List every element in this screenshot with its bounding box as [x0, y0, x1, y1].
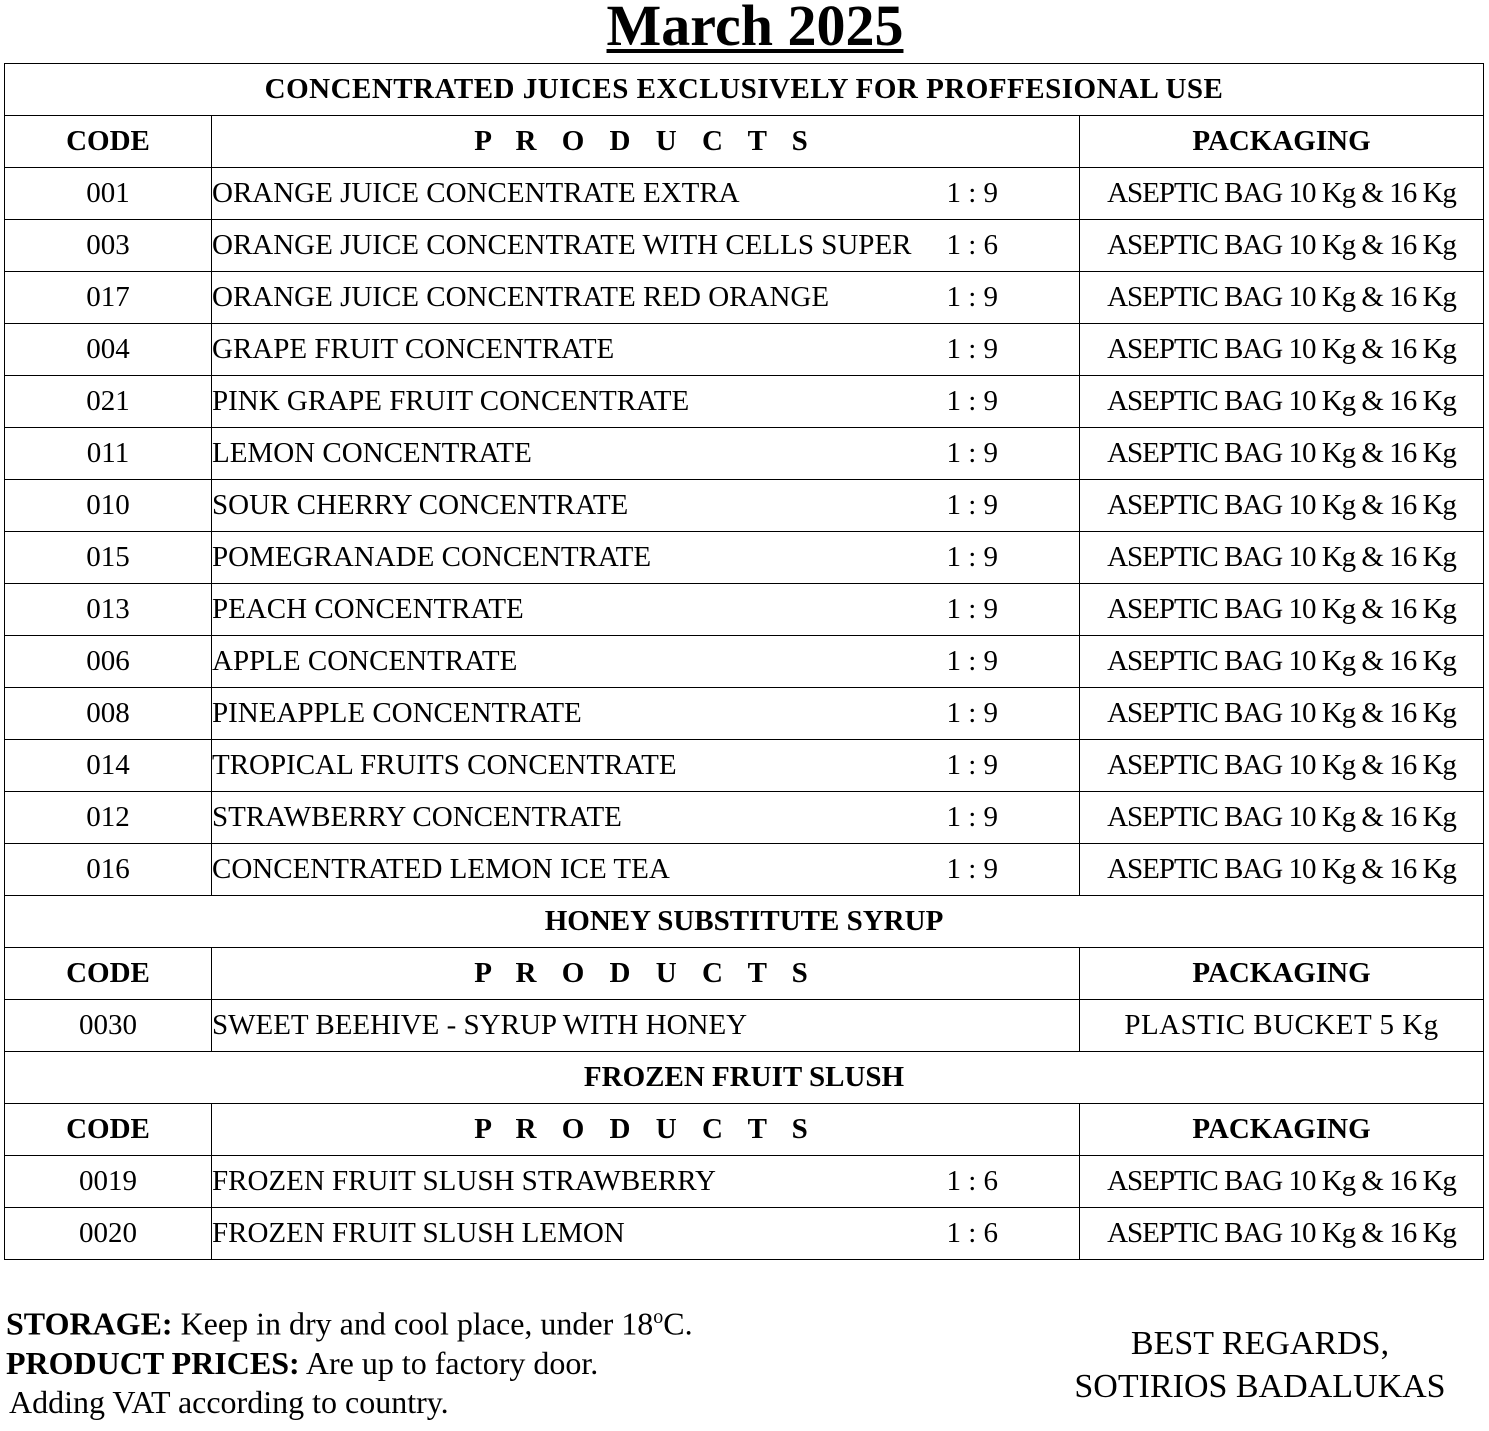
storage-degree: o: [653, 1306, 664, 1328]
document-title: [0, 0, 1489, 58]
col-header-code: CODE: [5, 1104, 212, 1156]
dilution-ratio: [947, 1000, 1080, 1052]
product-name: ORANGE JUICE CONCENTRATE EXTRA: [212, 168, 947, 220]
storage-text: Keep in dry and cool place, under 18: [172, 1305, 654, 1342]
product-code: 001: [5, 168, 212, 220]
table-row: [5, 688, 1484, 740]
signature-block: [1040, 1322, 1480, 1408]
col-header-code: CODE: [5, 116, 212, 168]
product-name: STRAWBERRY CONCENTRATE: [212, 792, 947, 844]
product-code: 0020: [5, 1208, 212, 1260]
table-row: [5, 740, 1484, 792]
dilution-ratio: 1 : 9: [947, 428, 1080, 480]
product-code: 0030: [5, 1000, 212, 1052]
product-name: TROPICAL FRUITS CONCENTRATE: [212, 740, 947, 792]
product-code: 013: [5, 584, 212, 636]
product-code: 017: [5, 272, 212, 324]
product-packaging: ASEPTIC BAG 10 Kg & 16 Kg: [1080, 844, 1484, 896]
product-code: 012: [5, 792, 212, 844]
product-code: 006: [5, 636, 212, 688]
product-code: 021: [5, 376, 212, 428]
product-packaging: ASEPTIC BAG 10 Kg & 16 Kg: [1080, 324, 1484, 376]
product-packaging: ASEPTIC BAG 10 Kg & 16 Kg: [1080, 168, 1484, 220]
product-code: 011: [5, 428, 212, 480]
dilution-ratio: 1 : 9: [947, 272, 1080, 324]
col-header-code: CODE: [5, 948, 212, 1000]
product-packaging: ASEPTIC BAG 10 Kg & 16 Kg: [1080, 740, 1484, 792]
table-row: [5, 428, 1484, 480]
table-row: [5, 480, 1484, 532]
product-name: ORANGE JUICE CONCENTRATE WITH CELLS SUPER: [212, 220, 947, 272]
storage-label: STORAGE:: [6, 1305, 173, 1342]
product-name: PINK GRAPE FRUIT CONCENTRATE: [212, 376, 947, 428]
prices-note: [6, 1344, 693, 1383]
product-name: CONCENTRATED LEMON ICE TEA: [212, 844, 947, 896]
col-header-packaging: PACKAGING: [1080, 948, 1484, 1000]
section-heading: CONCENTRATED JUICES EXCLUSIVELY FOR PROFFESIONAL USE: [5, 64, 1484, 116]
dilution-ratio: 1 : 9: [947, 636, 1080, 688]
table-row: [5, 636, 1484, 688]
table-row: [5, 1156, 1484, 1208]
product-packaging: ASEPTIC BAG 10 Kg & 16 Kg: [1080, 1208, 1484, 1260]
product-code: 008: [5, 688, 212, 740]
vat-note: Adding VAT according to country.: [9, 1383, 449, 1420]
product-packaging: ASEPTIC BAG 10 Kg & 16 Kg: [1080, 532, 1484, 584]
section-heading: HONEY SUBSTITUTE SYRUP: [5, 896, 1484, 948]
col-header-packaging: PACKAGING: [1080, 116, 1484, 168]
product-code: 003: [5, 220, 212, 272]
product-packaging: ASEPTIC BAG 10 Kg & 16 Kg: [1080, 584, 1484, 636]
column-header-row: [5, 116, 1484, 168]
dilution-ratio: 1 : 9: [947, 584, 1080, 636]
product-name: PEACH CONCENTRATE: [212, 584, 947, 636]
signer-name: SOTIRIOS BADALUKAS: [1074, 1368, 1446, 1405]
dilution-ratio: 1 : 9: [947, 168, 1080, 220]
product-name: POMEGRANADE CONCENTRATE: [212, 532, 947, 584]
dilution-ratio: 1 : 9: [947, 740, 1080, 792]
product-name: APPLE CONCENTRATE: [212, 636, 947, 688]
product-code: 004: [5, 324, 212, 376]
prices-label: PRODUCT PRICES:: [6, 1344, 300, 1381]
price-list-table: [4, 63, 1484, 1260]
product-code: 0019: [5, 1156, 212, 1208]
product-name: SWEET BEEHIVE - SYRUP WITH HONEY: [212, 1000, 947, 1052]
dilution-ratio: 1 : 9: [947, 480, 1080, 532]
product-packaging: ASEPTIC BAG 10 Kg & 16 Kg: [1080, 792, 1484, 844]
product-name: FROZEN FRUIT SLUSH STRAWBERRY: [212, 1156, 947, 1208]
section-heading-row: [5, 1052, 1484, 1104]
product-code: 010: [5, 480, 212, 532]
table-row: [5, 324, 1484, 376]
section-heading-row: [5, 896, 1484, 948]
product-code: 016: [5, 844, 212, 896]
col-header-products: P R O D U C T S: [212, 948, 1080, 1000]
table-row: [5, 1000, 1484, 1052]
storage-note: [6, 1298, 693, 1344]
product-name: PINEAPPLE CONCENTRATE: [212, 688, 947, 740]
product-name: LEMON CONCENTRATE: [212, 428, 947, 480]
table-row: [5, 1208, 1484, 1260]
product-packaging: PLASTIC BUCKET 5 Kg: [1080, 1000, 1484, 1052]
product-name: SOUR CHERRY CONCENTRATE: [212, 480, 947, 532]
dilution-ratio: 1 : 9: [947, 324, 1080, 376]
table-row: [5, 584, 1484, 636]
product-code: 014: [5, 740, 212, 792]
product-name: ORANGE JUICE CONCENTRATE RED ORANGE: [212, 272, 947, 324]
dilution-ratio: 1 : 6: [947, 1208, 1080, 1260]
col-header-packaging: PACKAGING: [1080, 1104, 1484, 1156]
storage-unit: C.: [663, 1305, 693, 1342]
product-packaging: ASEPTIC BAG 10 Kg & 16 Kg: [1080, 480, 1484, 532]
product-packaging: ASEPTIC BAG 10 Kg & 16 Kg: [1080, 1156, 1484, 1208]
dilution-ratio: 1 : 6: [947, 220, 1080, 272]
product-packaging: ASEPTIC BAG 10 Kg & 16 Kg: [1080, 272, 1484, 324]
dilution-ratio: 1 : 9: [947, 844, 1080, 896]
section-heading-row: [5, 64, 1484, 116]
product-packaging: ASEPTIC BAG 10 Kg & 16 Kg: [1080, 428, 1484, 480]
footer-notes: [6, 1298, 693, 1422]
product-name: FROZEN FRUIT SLUSH LEMON: [212, 1208, 947, 1260]
regards-line: BEST REGARDS,: [1130, 1325, 1390, 1362]
product-packaging: ASEPTIC BAG 10 Kg & 16 Kg: [1080, 220, 1484, 272]
column-header-row: [5, 1104, 1484, 1156]
product-name: GRAPE FRUIT CONCENTRATE: [212, 324, 947, 376]
product-packaging: ASEPTIC BAG 10 Kg & 16 Kg: [1080, 376, 1484, 428]
prices-text: Are up to factory door.: [299, 1344, 599, 1381]
table-row: [5, 220, 1484, 272]
col-header-products: P R O D U C T S: [212, 1104, 1080, 1156]
table-row: [5, 792, 1484, 844]
column-header-row: [5, 948, 1484, 1000]
table-row: [5, 272, 1484, 324]
dilution-ratio: 1 : 9: [947, 532, 1080, 584]
product-packaging: ASEPTIC BAG 10 Kg & 16 Kg: [1080, 636, 1484, 688]
dilution-ratio: 1 : 9: [947, 688, 1080, 740]
section-heading: FROZEN FRUIT SLUSH: [5, 1052, 1484, 1104]
table-row: [5, 376, 1484, 428]
table-row: [5, 532, 1484, 584]
product-packaging: ASEPTIC BAG 10 Kg & 16 Kg: [1080, 688, 1484, 740]
table-row: [5, 844, 1484, 896]
col-header-products: P R O D U C T S: [212, 116, 1080, 168]
product-code: 015: [5, 532, 212, 584]
title-text: March 2025: [606, 0, 904, 58]
table-row: [5, 168, 1484, 220]
dilution-ratio: 1 : 9: [947, 792, 1080, 844]
dilution-ratio: 1 : 6: [947, 1156, 1080, 1208]
dilution-ratio: 1 : 9: [947, 376, 1080, 428]
